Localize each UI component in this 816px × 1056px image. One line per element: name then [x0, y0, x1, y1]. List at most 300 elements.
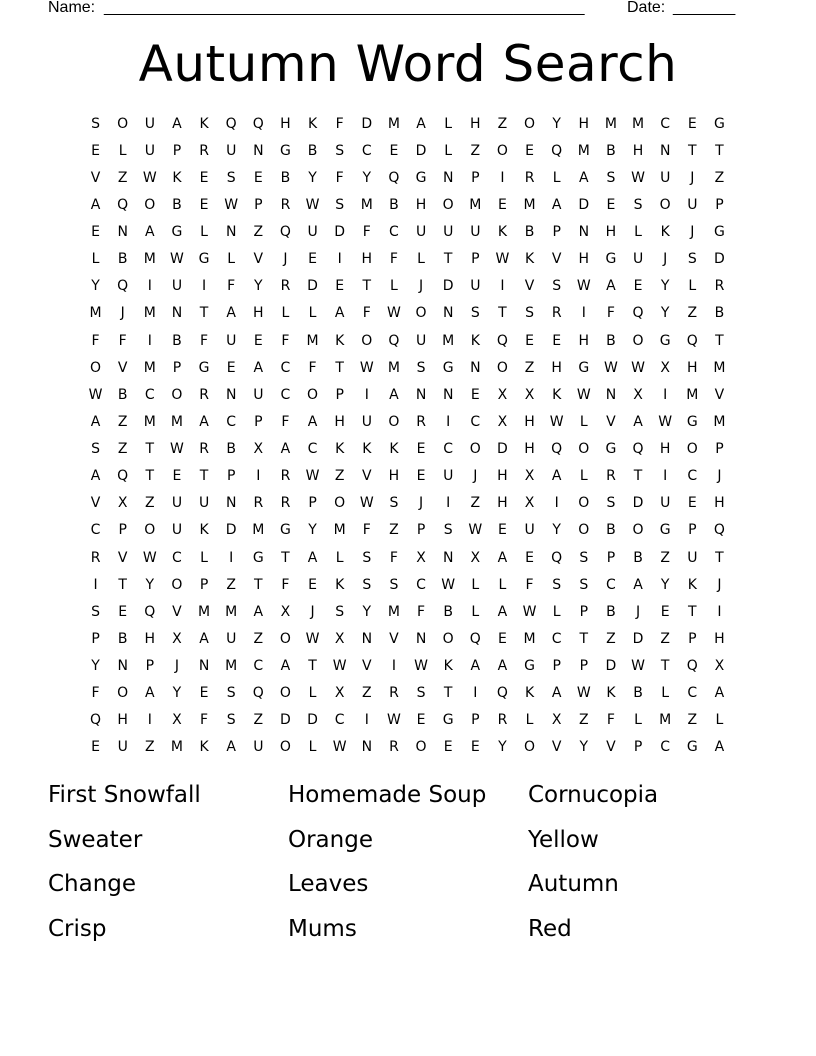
grid-letter: A — [280, 658, 291, 675]
grid-letter: S — [606, 495, 616, 512]
grid-letter: H — [578, 251, 590, 268]
grid-letter: U — [144, 115, 155, 132]
grid-letter: F — [200, 332, 209, 349]
grid-letter: R — [90, 549, 101, 566]
grid-letter: A — [145, 685, 155, 702]
grid-letter: M — [252, 522, 265, 539]
grid-letter: W — [576, 278, 591, 295]
grid-letter: F — [525, 576, 534, 593]
word-list-item: Orange — [288, 826, 373, 853]
grid-letter: H — [497, 495, 508, 512]
grid-letter: O — [524, 739, 536, 756]
grid-letter: C — [389, 224, 399, 241]
grid-letter: E — [199, 685, 209, 702]
grid-letter: K — [497, 224, 508, 241]
grid-letter: U — [632, 251, 644, 268]
grid-letter: H — [578, 115, 590, 132]
grid-letter: Q — [632, 441, 644, 458]
grid-letter: U — [253, 386, 264, 403]
grid-letter: P — [118, 522, 127, 539]
grid-letter: P — [606, 549, 616, 566]
grid-letter: R — [389, 739, 399, 756]
grid-letter: M — [387, 603, 400, 620]
grid-letter: O — [415, 739, 427, 756]
grid-letter: W — [576, 685, 591, 702]
grid-letter: Y — [362, 603, 372, 620]
grid-letter: K — [524, 251, 535, 268]
grid-letter: N — [442, 305, 454, 322]
grid-letter: J — [663, 251, 668, 268]
grid-letter: K — [199, 739, 209, 756]
grid-letter: U — [470, 278, 481, 295]
grid-letter: E — [91, 142, 100, 159]
grid-letter: L — [308, 739, 317, 756]
grid-letter: S — [633, 196, 643, 213]
grid-letter: N — [442, 169, 454, 186]
grid-letter: H — [253, 305, 264, 322]
grid-letter: S — [525, 305, 534, 322]
grid-letter: L — [281, 305, 290, 322]
grid-letter: C — [660, 115, 671, 132]
grid-letter: K — [443, 658, 453, 675]
grid-letter: N — [117, 658, 128, 675]
grid-letter: K — [335, 332, 345, 349]
grid-letter: P — [579, 603, 589, 620]
grid-letter: U — [171, 278, 183, 295]
grid-letter: H — [144, 630, 156, 647]
grid-letter: Q — [551, 441, 563, 458]
grid-letter: E — [118, 603, 128, 620]
grid-letter: Z — [117, 169, 128, 186]
grid-letter: O — [279, 685, 291, 702]
grid-letter: U — [660, 169, 671, 186]
grid-letter: N — [442, 549, 454, 566]
grid-letter: A — [551, 468, 562, 485]
grid-letter: X — [253, 441, 264, 458]
grid-letter: L — [471, 603, 480, 620]
grid-letter: K — [199, 522, 209, 539]
grid-letter: W — [604, 359, 618, 376]
grid-letter: G — [198, 359, 210, 376]
grid-letter: Y — [91, 658, 100, 675]
grid-letter: I — [391, 658, 396, 675]
grid-letter: E — [91, 224, 100, 241]
grid-letter: M — [333, 522, 346, 539]
grid-letter: O — [144, 196, 156, 213]
grid-letter: E — [687, 115, 697, 132]
grid-letter: A — [497, 658, 508, 675]
grid-letter: U — [171, 522, 183, 539]
grid-letter: A — [551, 685, 562, 702]
grid-letter: O — [415, 305, 427, 322]
grid-letter: D — [225, 522, 237, 539]
grid-letter: W — [359, 359, 374, 376]
grid-letter: I — [229, 549, 234, 566]
grid-letter: D — [307, 278, 318, 295]
grid-letter: L — [579, 468, 588, 485]
grid-letter: H — [687, 359, 698, 376]
grid-letter: H — [714, 630, 725, 647]
grid-letter: G — [280, 522, 291, 539]
grid-letter: A — [90, 468, 101, 485]
grid-letter: X — [117, 495, 128, 512]
grid-letter: P — [552, 658, 561, 675]
grid-letter: T — [633, 468, 643, 485]
grid-letter: G — [714, 115, 725, 132]
grid-letter: L — [471, 576, 480, 593]
grid-letter: L — [417, 251, 425, 268]
grid-letter: A — [90, 196, 101, 213]
grid-letter: O — [171, 576, 183, 593]
grid-letter: S — [443, 522, 453, 539]
grid-letter: K — [552, 386, 562, 403]
grid-letter: H — [117, 712, 128, 729]
grid-letter: Q — [252, 115, 264, 132]
grid-letter: D — [632, 630, 644, 647]
grid-letter: W — [441, 576, 456, 593]
grid-letter: J — [418, 278, 424, 295]
grid-letter: J — [473, 468, 478, 485]
grid-letter: R — [280, 196, 291, 213]
grid-letter: F — [417, 603, 426, 620]
grid-letter: T — [443, 685, 453, 702]
grid-letter: K — [470, 332, 480, 349]
grid-letter: X — [280, 603, 291, 620]
grid-letter: S — [362, 549, 372, 566]
grid-letter: S — [416, 359, 426, 376]
grid-letter: M — [523, 630, 536, 647]
grid-letter: T — [362, 278, 372, 295]
letter-grid — [82, 110, 733, 761]
grid-letter: P — [715, 196, 724, 213]
grid-letter: N — [470, 359, 481, 376]
grid-letter: M — [713, 413, 726, 430]
grid-letter: T — [688, 142, 697, 159]
grid-letter: P — [254, 413, 263, 430]
grid-letter: P — [416, 522, 426, 539]
grid-letter: Y — [362, 169, 372, 186]
grid-letter: P — [633, 739, 643, 756]
grid-letter: N — [253, 142, 264, 159]
grid-letter: H — [361, 251, 373, 268]
grid-letter: E — [498, 196, 507, 213]
grid-letter: Z — [470, 142, 481, 159]
grid-letter: G — [605, 441, 617, 458]
grid-letter: L — [552, 603, 561, 620]
grid-letter: Z — [687, 712, 698, 729]
grid-letter: Q — [117, 196, 129, 213]
grid-letter: M — [143, 251, 156, 268]
grid-letter: B — [633, 685, 643, 702]
grid-letter: X — [524, 386, 535, 403]
grid-letter: T — [281, 549, 290, 566]
grid-letter: W — [576, 386, 591, 403]
grid-letter: X — [524, 495, 535, 512]
grid-letter: V — [551, 251, 562, 268]
grid-letter: A — [416, 115, 426, 132]
grid-letter: Z — [579, 712, 589, 729]
grid-letter: A — [145, 224, 155, 241]
grid-letter: C — [226, 413, 237, 430]
grid-letter: Y — [660, 305, 670, 322]
grid-letter: C — [90, 522, 101, 539]
grid-letter: P — [552, 224, 561, 241]
grid-letter: E — [91, 739, 100, 756]
grid-letter: F — [389, 251, 398, 268]
grid-letter: E — [443, 739, 453, 756]
grid-letter: L — [525, 712, 534, 729]
grid-letter: W — [142, 169, 157, 186]
grid-letter: M — [170, 739, 183, 756]
grid-letter: E — [308, 251, 317, 268]
grid-letter: T — [254, 576, 263, 593]
grid-letter: P — [471, 712, 480, 729]
grid-letter: V — [524, 278, 535, 295]
grid-letter: M — [198, 603, 211, 620]
grid-letter: U — [198, 495, 210, 512]
grid-letter: S — [91, 441, 100, 458]
grid-letter: U — [687, 196, 698, 213]
grid-letter: L — [308, 305, 317, 322]
grid-letter: N — [442, 386, 454, 403]
grid-letter: I — [663, 386, 668, 403]
grid-letter: Q — [496, 685, 508, 702]
grid-letter: T — [145, 468, 155, 485]
grid-letter: M — [469, 196, 482, 213]
grid-letter: H — [605, 224, 617, 241]
grid-letter: D — [578, 196, 590, 213]
grid-letter: G — [686, 739, 698, 756]
grid-letter: M — [360, 196, 373, 213]
grid-letter: T — [199, 305, 209, 322]
grid-letter: U — [144, 142, 155, 159]
grid-letter: U — [117, 739, 128, 756]
grid-letter: Q — [469, 630, 481, 647]
grid-letter: V — [362, 468, 372, 485]
grid-letter: W — [170, 251, 184, 268]
grid-letter: C — [687, 685, 698, 702]
grid-letter: A — [253, 603, 264, 620]
grid-letter: O — [307, 386, 319, 403]
grid-letter: W — [468, 522, 483, 539]
grid-letter: V — [253, 251, 264, 268]
grid-letter: L — [118, 142, 127, 159]
grid-letter: U — [253, 739, 264, 756]
grid-letter: Y — [660, 278, 670, 295]
grid-letter: Q — [279, 224, 291, 241]
grid-letter: B — [633, 549, 643, 566]
grid-letter: A — [253, 359, 264, 376]
word-list-item: Sweater — [48, 826, 143, 853]
grid-letter: L — [200, 224, 208, 241]
header-line — [48, 0, 748, 18]
grid-letter: M — [713, 359, 726, 376]
grid-letter: N — [117, 224, 128, 241]
grid-letter: F — [606, 305, 615, 322]
grid-letter: H — [524, 441, 535, 458]
grid-letter: T — [688, 603, 697, 620]
grid-letter: A — [90, 413, 101, 430]
grid-letter: J — [310, 603, 315, 620]
grid-letter: B — [117, 386, 128, 403]
grid-letter: X — [551, 712, 562, 729]
grid-letter: M — [686, 386, 699, 403]
grid-letter: P — [579, 658, 589, 675]
grid-letter: Y — [308, 169, 317, 186]
grid-letter: R — [253, 495, 264, 512]
grid-letter: E — [308, 576, 317, 593]
grid-letter: U — [470, 224, 481, 241]
grid-letter: W — [305, 196, 320, 213]
grid-letter: G — [605, 251, 617, 268]
grid-letter: B — [307, 142, 318, 159]
grid-letter: C — [253, 658, 264, 675]
grid-letter: G — [686, 413, 698, 430]
grid-letter: W — [387, 305, 401, 322]
grid-letter: Q — [388, 332, 400, 349]
grid-letter: C — [551, 630, 562, 647]
grid-letter: Q — [686, 658, 698, 675]
grid-letter: O — [90, 359, 102, 376]
grid-letter: N — [225, 224, 237, 241]
grid-letter: F — [308, 359, 317, 376]
grid-letter: X — [334, 685, 345, 702]
grid-letter: F — [389, 549, 398, 566]
grid-letter: X — [470, 549, 481, 566]
word-list-item: Yellow — [528, 826, 599, 853]
grid-letter: F — [362, 224, 371, 241]
grid-letter: C — [361, 142, 372, 159]
grid-letter: G — [280, 142, 291, 159]
grid-letter: I — [337, 251, 342, 268]
grid-letter: U — [443, 468, 454, 485]
grid-letter: O — [361, 332, 373, 349]
grid-letter: D — [714, 251, 725, 268]
grid-letter: C — [172, 549, 182, 566]
grid-letter: Q — [713, 522, 725, 539]
grid-letter: C — [307, 441, 318, 458]
grid-letter: O — [686, 441, 698, 458]
grid-letter: V — [117, 549, 128, 566]
grid-letter: E — [525, 549, 534, 566]
grid-letter: O — [469, 441, 481, 458]
grid-letter: W — [142, 549, 157, 566]
grid-letter: V — [389, 630, 399, 647]
grid-letter: A — [334, 305, 345, 322]
grid-letter: R — [389, 685, 399, 702]
grid-letter: R — [497, 712, 508, 729]
word-list-item: Mums — [288, 915, 357, 942]
grid-letter: N — [171, 305, 183, 322]
grid-letter: D — [415, 142, 427, 159]
grid-letter: E — [498, 630, 507, 647]
grid-letter: C — [416, 576, 426, 593]
grid-letter: W — [170, 441, 184, 458]
word-list-item: Red — [528, 915, 572, 942]
grid-letter: D — [632, 495, 644, 512]
grid-letter: N — [415, 630, 427, 647]
grid-letter: U — [524, 522, 535, 539]
word-list-item: Crisp — [48, 915, 107, 942]
grid-letter: S — [552, 576, 562, 593]
grid-letter: E — [525, 332, 534, 349]
grid-letter: F — [91, 685, 100, 702]
grid-letter: Y — [145, 576, 155, 593]
grid-letter: P — [715, 441, 724, 458]
grid-letter: L — [634, 712, 642, 729]
grid-letter: A — [714, 739, 725, 756]
grid-letter: V — [362, 658, 372, 675]
grid-letter: X — [497, 386, 508, 403]
grid-letter: A — [497, 603, 508, 620]
grid-letter: H — [388, 468, 400, 485]
grid-letter: W — [305, 630, 320, 647]
grid-letter: E — [416, 712, 426, 729]
grid-letter: O — [279, 739, 291, 756]
grid-letter: W — [549, 413, 564, 430]
grid-letter: B — [606, 332, 616, 349]
grid-letter: E — [416, 468, 426, 485]
grid-letter: R — [280, 278, 291, 295]
grid-letter: S — [335, 142, 345, 159]
grid-letter: T — [443, 251, 453, 268]
grid-letter: R — [199, 441, 209, 458]
grid-letter: X — [714, 658, 725, 675]
grid-letter: J — [690, 224, 695, 241]
grid-letter: R — [199, 386, 209, 403]
grid-letter: P — [471, 169, 480, 186]
word-list-item: Leaves — [288, 871, 369, 897]
grid-letter: Z — [362, 685, 372, 702]
grid-letter: O — [659, 196, 671, 213]
grid-letter: O — [578, 441, 590, 458]
grid-letter: T — [715, 142, 724, 159]
grid-letter: O — [578, 522, 590, 539]
grid-letter: G — [171, 224, 183, 241]
grid-letter: U — [361, 413, 372, 430]
grid-letter: Z — [253, 630, 264, 647]
grid-letter: A — [307, 549, 318, 566]
grid-letter: L — [200, 549, 208, 566]
grid-letter: F — [335, 115, 344, 132]
grid-letter: F — [362, 522, 371, 539]
grid-letter: D — [334, 224, 346, 241]
grid-letter: A — [551, 196, 562, 213]
grid-letter: E — [335, 278, 345, 295]
grid-letter: A — [280, 441, 291, 458]
grid-letter: V — [606, 739, 616, 756]
grid-letter: B — [443, 603, 453, 620]
grid-letter: C — [443, 441, 454, 458]
grid-letter: F — [118, 332, 127, 349]
grid-letter: E — [552, 332, 562, 349]
grid-letter: I — [147, 712, 152, 729]
grid-letter: C — [660, 739, 671, 756]
grid-letter: K — [199, 115, 209, 132]
grid-letter: F — [281, 413, 290, 430]
grid-letter: G — [415, 169, 427, 186]
grid-letter: V — [90, 169, 101, 186]
grid-letter: U — [415, 332, 427, 349]
grid-letter: I — [446, 495, 451, 512]
grid-letter: J — [635, 603, 641, 620]
grid-letter: L — [335, 549, 344, 566]
grid-letter: A — [307, 413, 318, 430]
grid-letter: Q — [388, 169, 400, 186]
grid-letter: E — [606, 196, 616, 213]
date-label: Date: — [627, 0, 666, 16]
grid-letter: F — [281, 576, 290, 593]
